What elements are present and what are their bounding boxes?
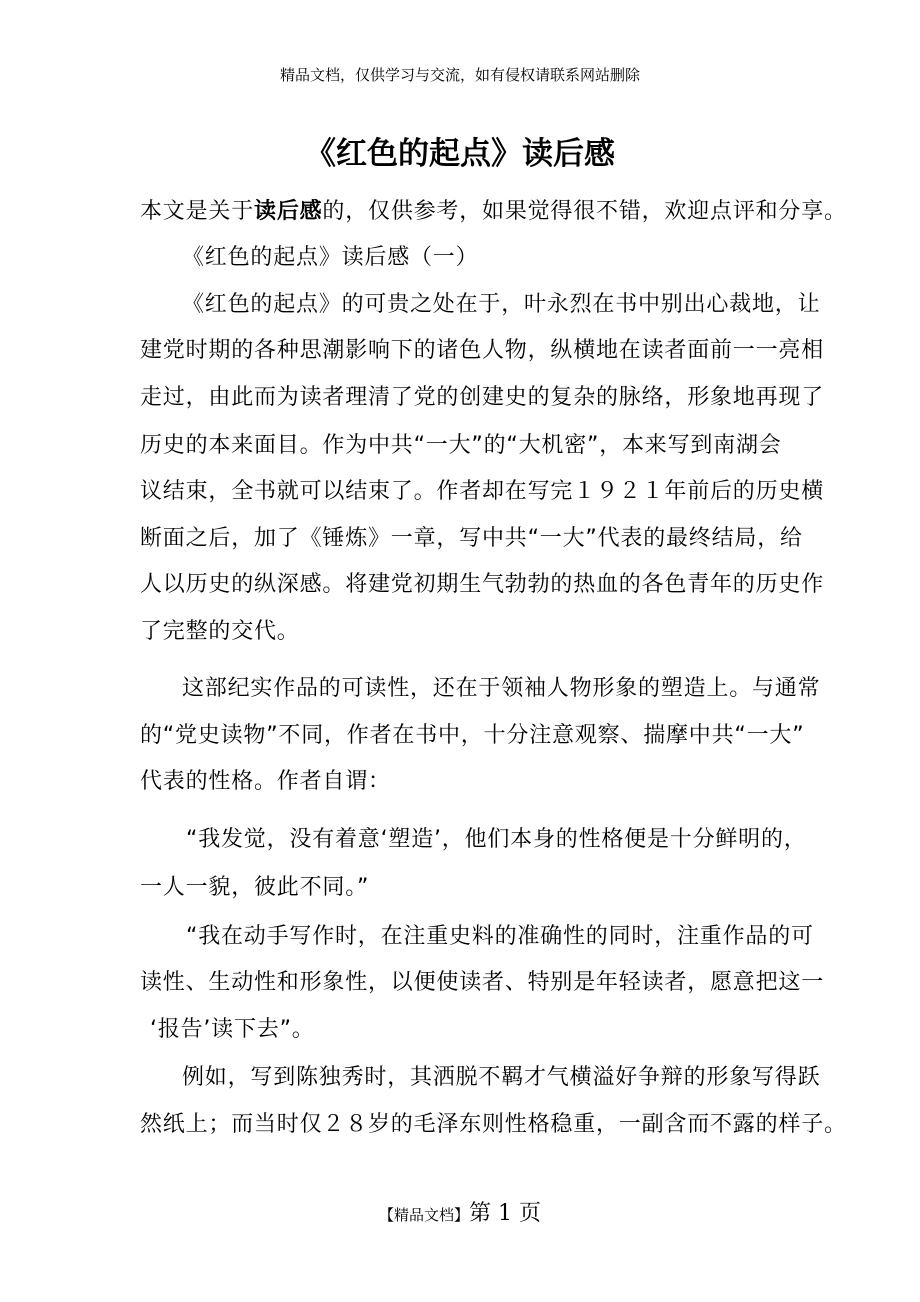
intro-keyword: 读后感: [254, 199, 323, 224]
footer-tag: 【精品文档】: [379, 1206, 470, 1224]
text-line: 然纸上；而当时仅２８岁的毛泽东则性格稳重，一副含而不露的样子。: [140, 1112, 847, 1137]
text-line: 人以历史的纵深感。将建党初期生气勃勃的热血的各色青年的历史作: [140, 572, 825, 597]
intro-paragraph: [140, 197, 847, 227]
text-line: 例如，写到陈独秀时，其洒脱不羁才气横溢好争辩的形象写得跃: [182, 1065, 821, 1090]
page-footer: [0, 1196, 920, 1227]
text-line: 的“党史读物”不同，作者在书中，十分注意观察、揣摩中共“一大”: [140, 723, 805, 748]
page-header-notice: 精品文档，仅供学习与交流，如有侵权请联系网站删除: [279, 66, 640, 84]
quote-line: 读性、生动性和形象性，以便使读者、特别是年轻读者，愿意把这一: [140, 970, 825, 995]
text-line: 建党时期的各种思潮影响下的诸色人物，纵横地在读者面前一一亮相: [140, 338, 825, 363]
text-line: 《红色的起点》的可贵之处在于，叶永烈在书中别出心裁地，让: [182, 292, 821, 317]
quote-line: “我在动手写作时，在注重史料的准确性的同时，注重作品的可: [186, 924, 814, 949]
section-heading: 《红色的起点》读后感（一）: [182, 245, 479, 270]
text-line: 断面之后，加了《锤炼》一章，写中共“一大”代表的最终结局，给: [140, 526, 803, 551]
quote-line: ‘报告’读下去”。: [150, 1017, 315, 1042]
page-number: 第 1 页: [469, 1201, 541, 1226]
intro-text: 本文是关于: [140, 199, 255, 224]
text-line: 议结束，全书就可以结束了。作者却在写完１９２１年前后的历史横: [140, 479, 825, 504]
quote-line: “我发觉，没有着意‘塑造’，他们本身的性格便是十分鲜明的，: [186, 827, 807, 852]
text-line: 走过，由此而为读者理清了党的创建史的复杂的脉络，形象地再现了: [140, 385, 825, 410]
text-line: 这部纪实作品的可读性，还在于领袖人物形象的塑造上。与通常: [182, 676, 821, 701]
text-line: 了完整的交代。: [140, 619, 300, 644]
document-title: 《红色的起点》读后感: [305, 136, 615, 172]
intro-text: 的，仅供参考，如果觉得很不错，欢迎点评和分享。: [322, 199, 847, 224]
text-line: 历史的本来面目。作为中共“一大”的“大机密”，本来写到南湖会: [140, 433, 782, 458]
text-line: 代表的性格。作者自谓：: [140, 769, 391, 794]
quote-line: 一人一貌，彼此不同。”: [140, 875, 370, 900]
